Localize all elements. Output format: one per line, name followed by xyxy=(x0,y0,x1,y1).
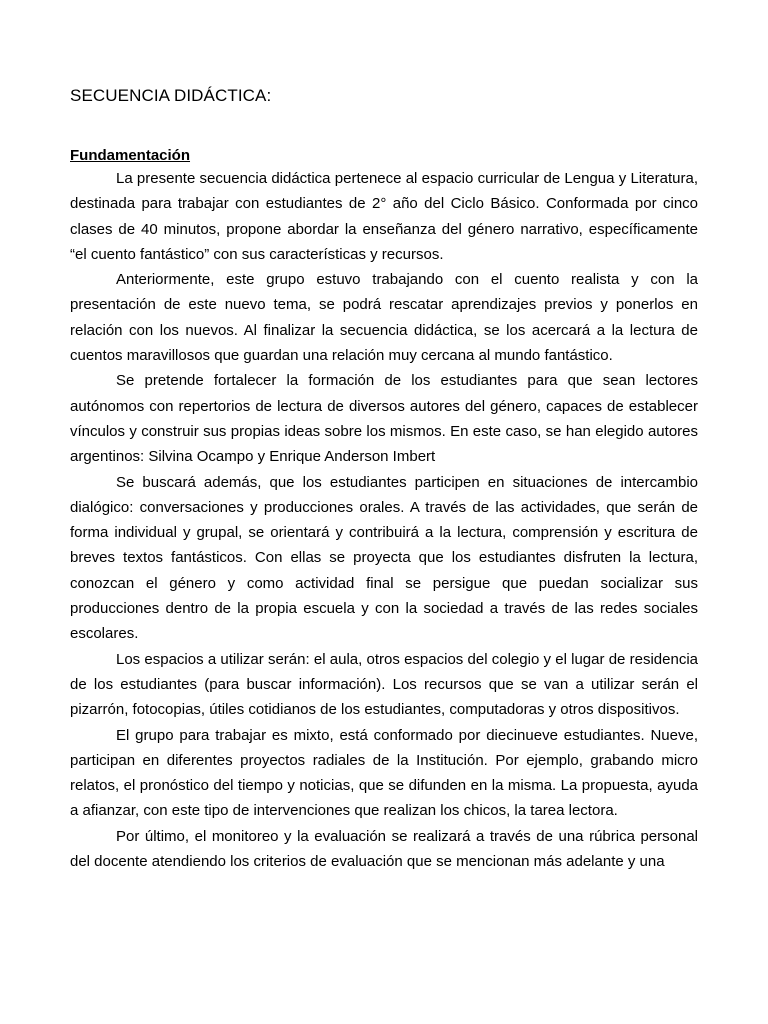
fundamentacion-section xyxy=(70,146,698,874)
paragraph-3: Se pretende fortalecer la formación de los estudiantes para que sean lectores autónomos con repertorios de lectura de diversos autores del género, capaces de establecer vínculos y construir sus propias ideas sobre los mismos. En este caso, se han elegido autores argentinos: Silvina Ocampo y Enrique Anderson Imbert xyxy=(70,372,698,466)
document-title: SECUENCIA DIDÁCTICA: xyxy=(70,86,272,105)
section-heading: Fundamentación xyxy=(70,147,191,164)
paragraph-2: Anteriormente, este grupo estuvo trabajando con el cuento realista y con la presentación de este nuevo tema, se podrá rescatar aprendizajes previos y ponerlos en relación con los nuevos. Al finalizar la secuencia didáctica, se los acercará a la lectura de cuentos maravillosos que guardan una relación muy cercana al mundo fantástico. xyxy=(70,271,698,365)
paragraph-7: Por último, el monitoreo y la evaluación se realizará a través de una rúbrica personal del docente atendiendo los criterios de evaluación que se mencionan más adelante y una xyxy=(70,827,698,871)
paragraph-1: La presente secuencia didáctica pertenece al espacio curricular de Lengua y Literatura, destinada para trabajar con estudiantes de 2° año del Ciclo Básico. Conformada por cinco clases de 40 minutos, propone abordar la enseñanza del género narrativo, específicamente “el cuento fantástico” con sus características y recursos. xyxy=(70,170,698,263)
paragraph-5: Los espacios a utilizar serán: el aula, otros espacios del colegio y el lugar de residencia de los estudiantes (para buscar información). Los recursos que se van a utilizar serán el pizarrón, fotocopias, útiles cotidianos de los estudiantes, computadoras y otros dispositivos. xyxy=(70,650,698,719)
paragraph-6: El grupo para trabajar es mixto, está conformado por diecinueve estudiantes. Nueve, participan en diferentes proyectos radiales de la Institución. Por ejemplo, grabando micro relatos, el pronóstico del tiempo y noticias, que se difunden en la misma. La propuesta, ayuda a afianzar, con este tipo de intervenciones que realizan los chicos, la tarea lectora. xyxy=(70,726,698,820)
paragraph-4: Se buscará además, que los estudiantes participen en situaciones de intercambio dialógico: conversaciones y producciones orales. A través de las actividades, que serán de forma individual y grupal, se orientará y contribuirá a la lectura, comprensión y escritura de breves textos fantásticos. Con ellas se proyecta que los estudiantes disfruten la lectura, conozcan el género y como actividad final se persigue que puedan socializar sus producciones dentro de la propia escuela y con la sociedad a través de las redes sociales escolares. xyxy=(70,473,698,643)
